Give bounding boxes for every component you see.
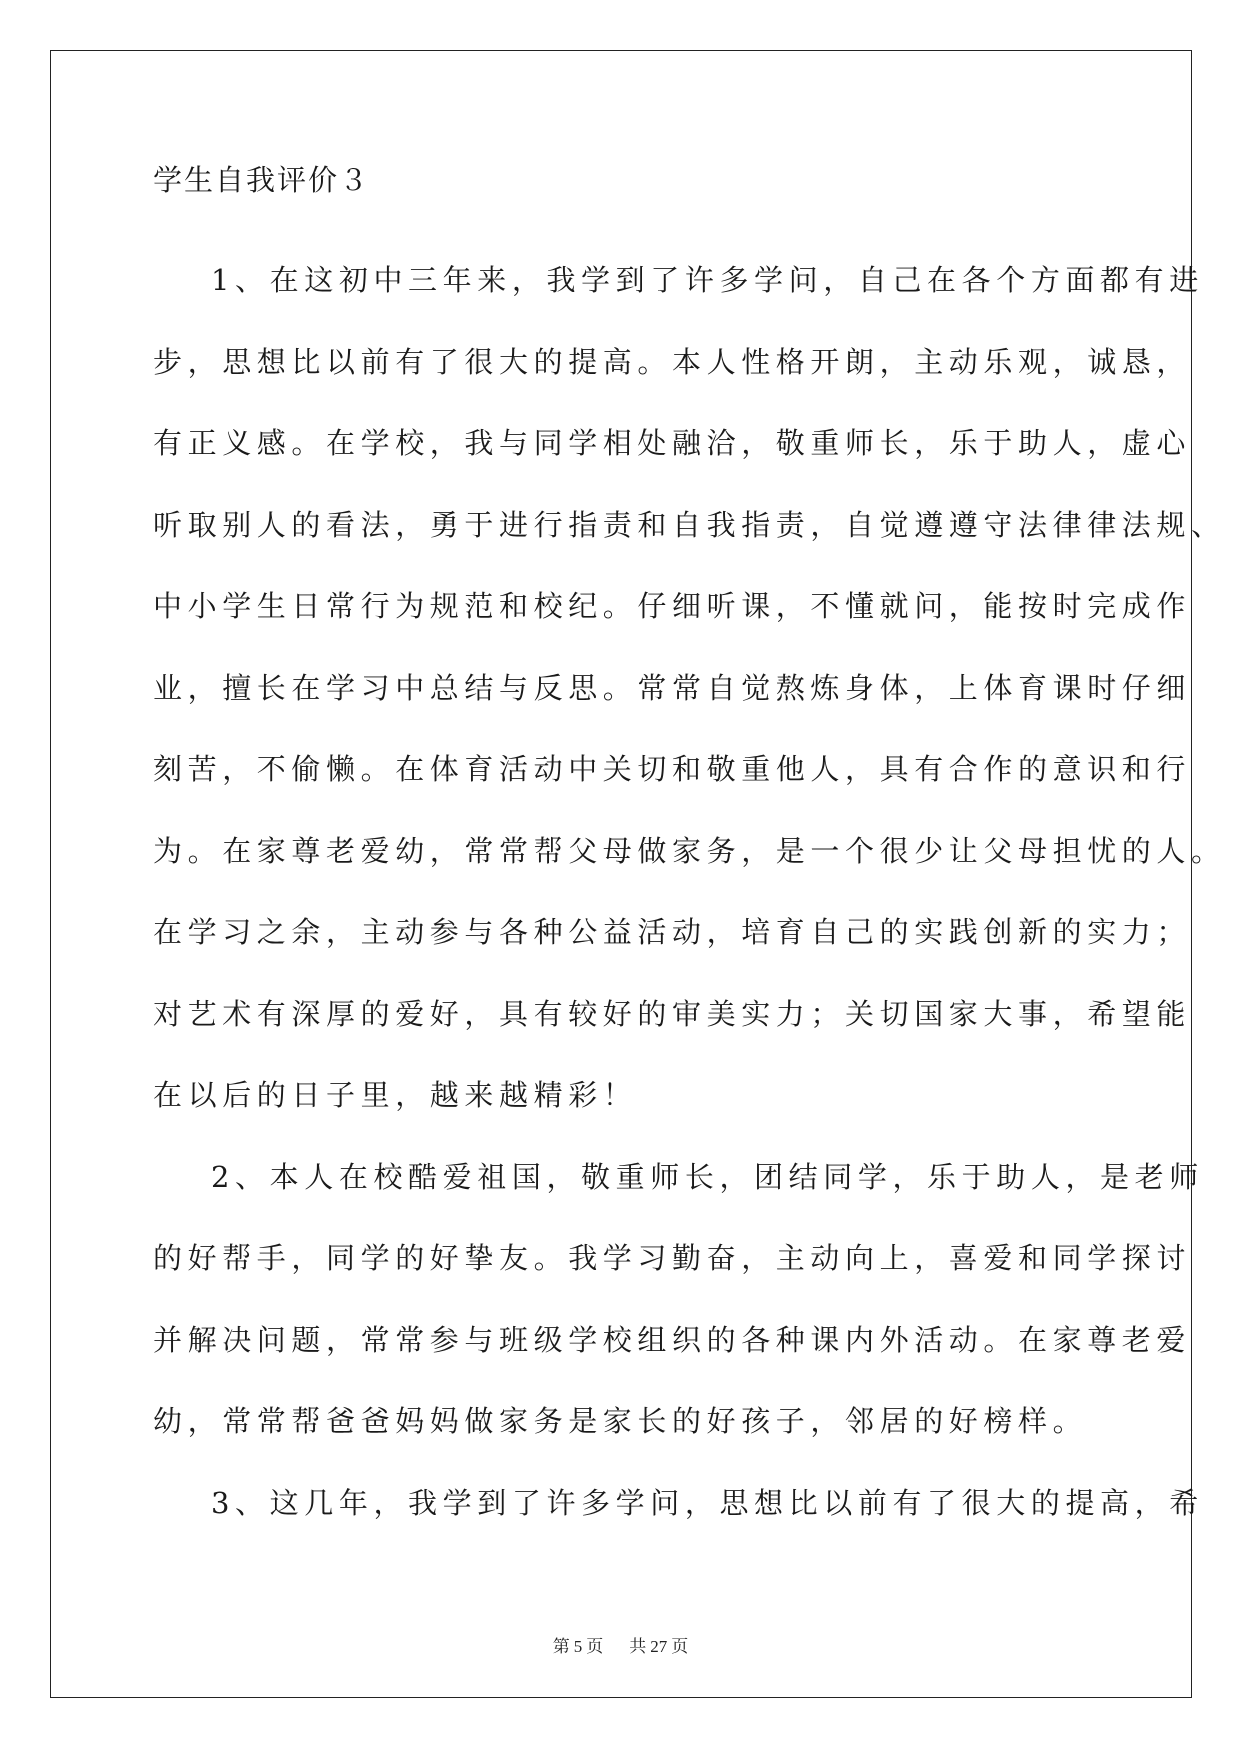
paragraph-2 [153,1137,1204,1463]
total-unit: 页 [671,1637,689,1656]
page-number: 5 [573,1637,583,1656]
page-footer [0,1632,1241,1657]
page-unit: 页 [586,1637,604,1656]
document-body [153,160,1226,1544]
paragraph-line: 对艺术有深厚的爱好，具有较好的审美实力；关切国家大事，希望能 [153,996,1192,1031]
paragraph-line: 并解决问题，常常参与班级学校组织的各种课内外活动。在家尊老爱 [153,1322,1192,1357]
paragraph-line: 业，擅长在学习中总结与反思。常常自觉熬炼身体，上体育课时仔细 [153,670,1192,705]
paragraph-line: 幼，常常帮爸爸妈妈做家务是家长的好孩子，邻居的好榜样。 [153,1404,1088,1438]
paragraph-line: 刻苦，不偷懒。在体育活动中关切和敬重他人，具有合作的意识和行 [153,752,1192,786]
paragraph-3 [153,1463,1204,1545]
document-title: 学生自我评价３ [153,163,371,197]
paragraph-line: 2、本人在校酷爱祖国，敬重师长，团结同学，乐于助人，是老师 [211,1159,1204,1194]
paragraph-line: 为。在家尊老爱幼，常常帮父母做家务，是一个很少让父母担忧的人。 [153,833,1226,868]
paragraph-line: 在学习之余，主动参与各种公益活动，培育自己的实践创新的实力； [153,915,1192,949]
paragraph-1 [153,240,1226,1137]
paragraph-line: 的好帮手，同学的好挚友。我学习勤奋，主动向上，喜爱和同学探讨 [153,1241,1192,1275]
paragraph-line: 有正义感。在学校，我与同学相处融洽，敬重师长，乐于助人，虚心 [153,426,1192,460]
paragraph-line: 听取别人的看法，勇于进行指责和自我指责，自觉遵遵守法律律法规、 [153,507,1226,542]
paragraph-line: 中小学生日常行为规范和校纪。仔细听课，不懂就问，能按时完成作 [153,589,1192,623]
paragraph-line: 在以后的日子里，越来越精彩！ [153,1078,638,1112]
paragraph-line: 1、在这初中三年来，我学到了许多学问，自己在各个方面都有进 [211,263,1204,297]
total-label: 共 [629,1637,647,1656]
total-pages: 27 [650,1637,668,1656]
paragraph-line: 步，思想比以前有了很大的提高。本人性格开朗，主动乐观，诚恳， [153,344,1192,379]
paragraph-line: 3、这几年，我学到了许多学问，思想比以前有了很大的提高，希 [211,1485,1204,1520]
page-label: 第 [552,1637,570,1656]
